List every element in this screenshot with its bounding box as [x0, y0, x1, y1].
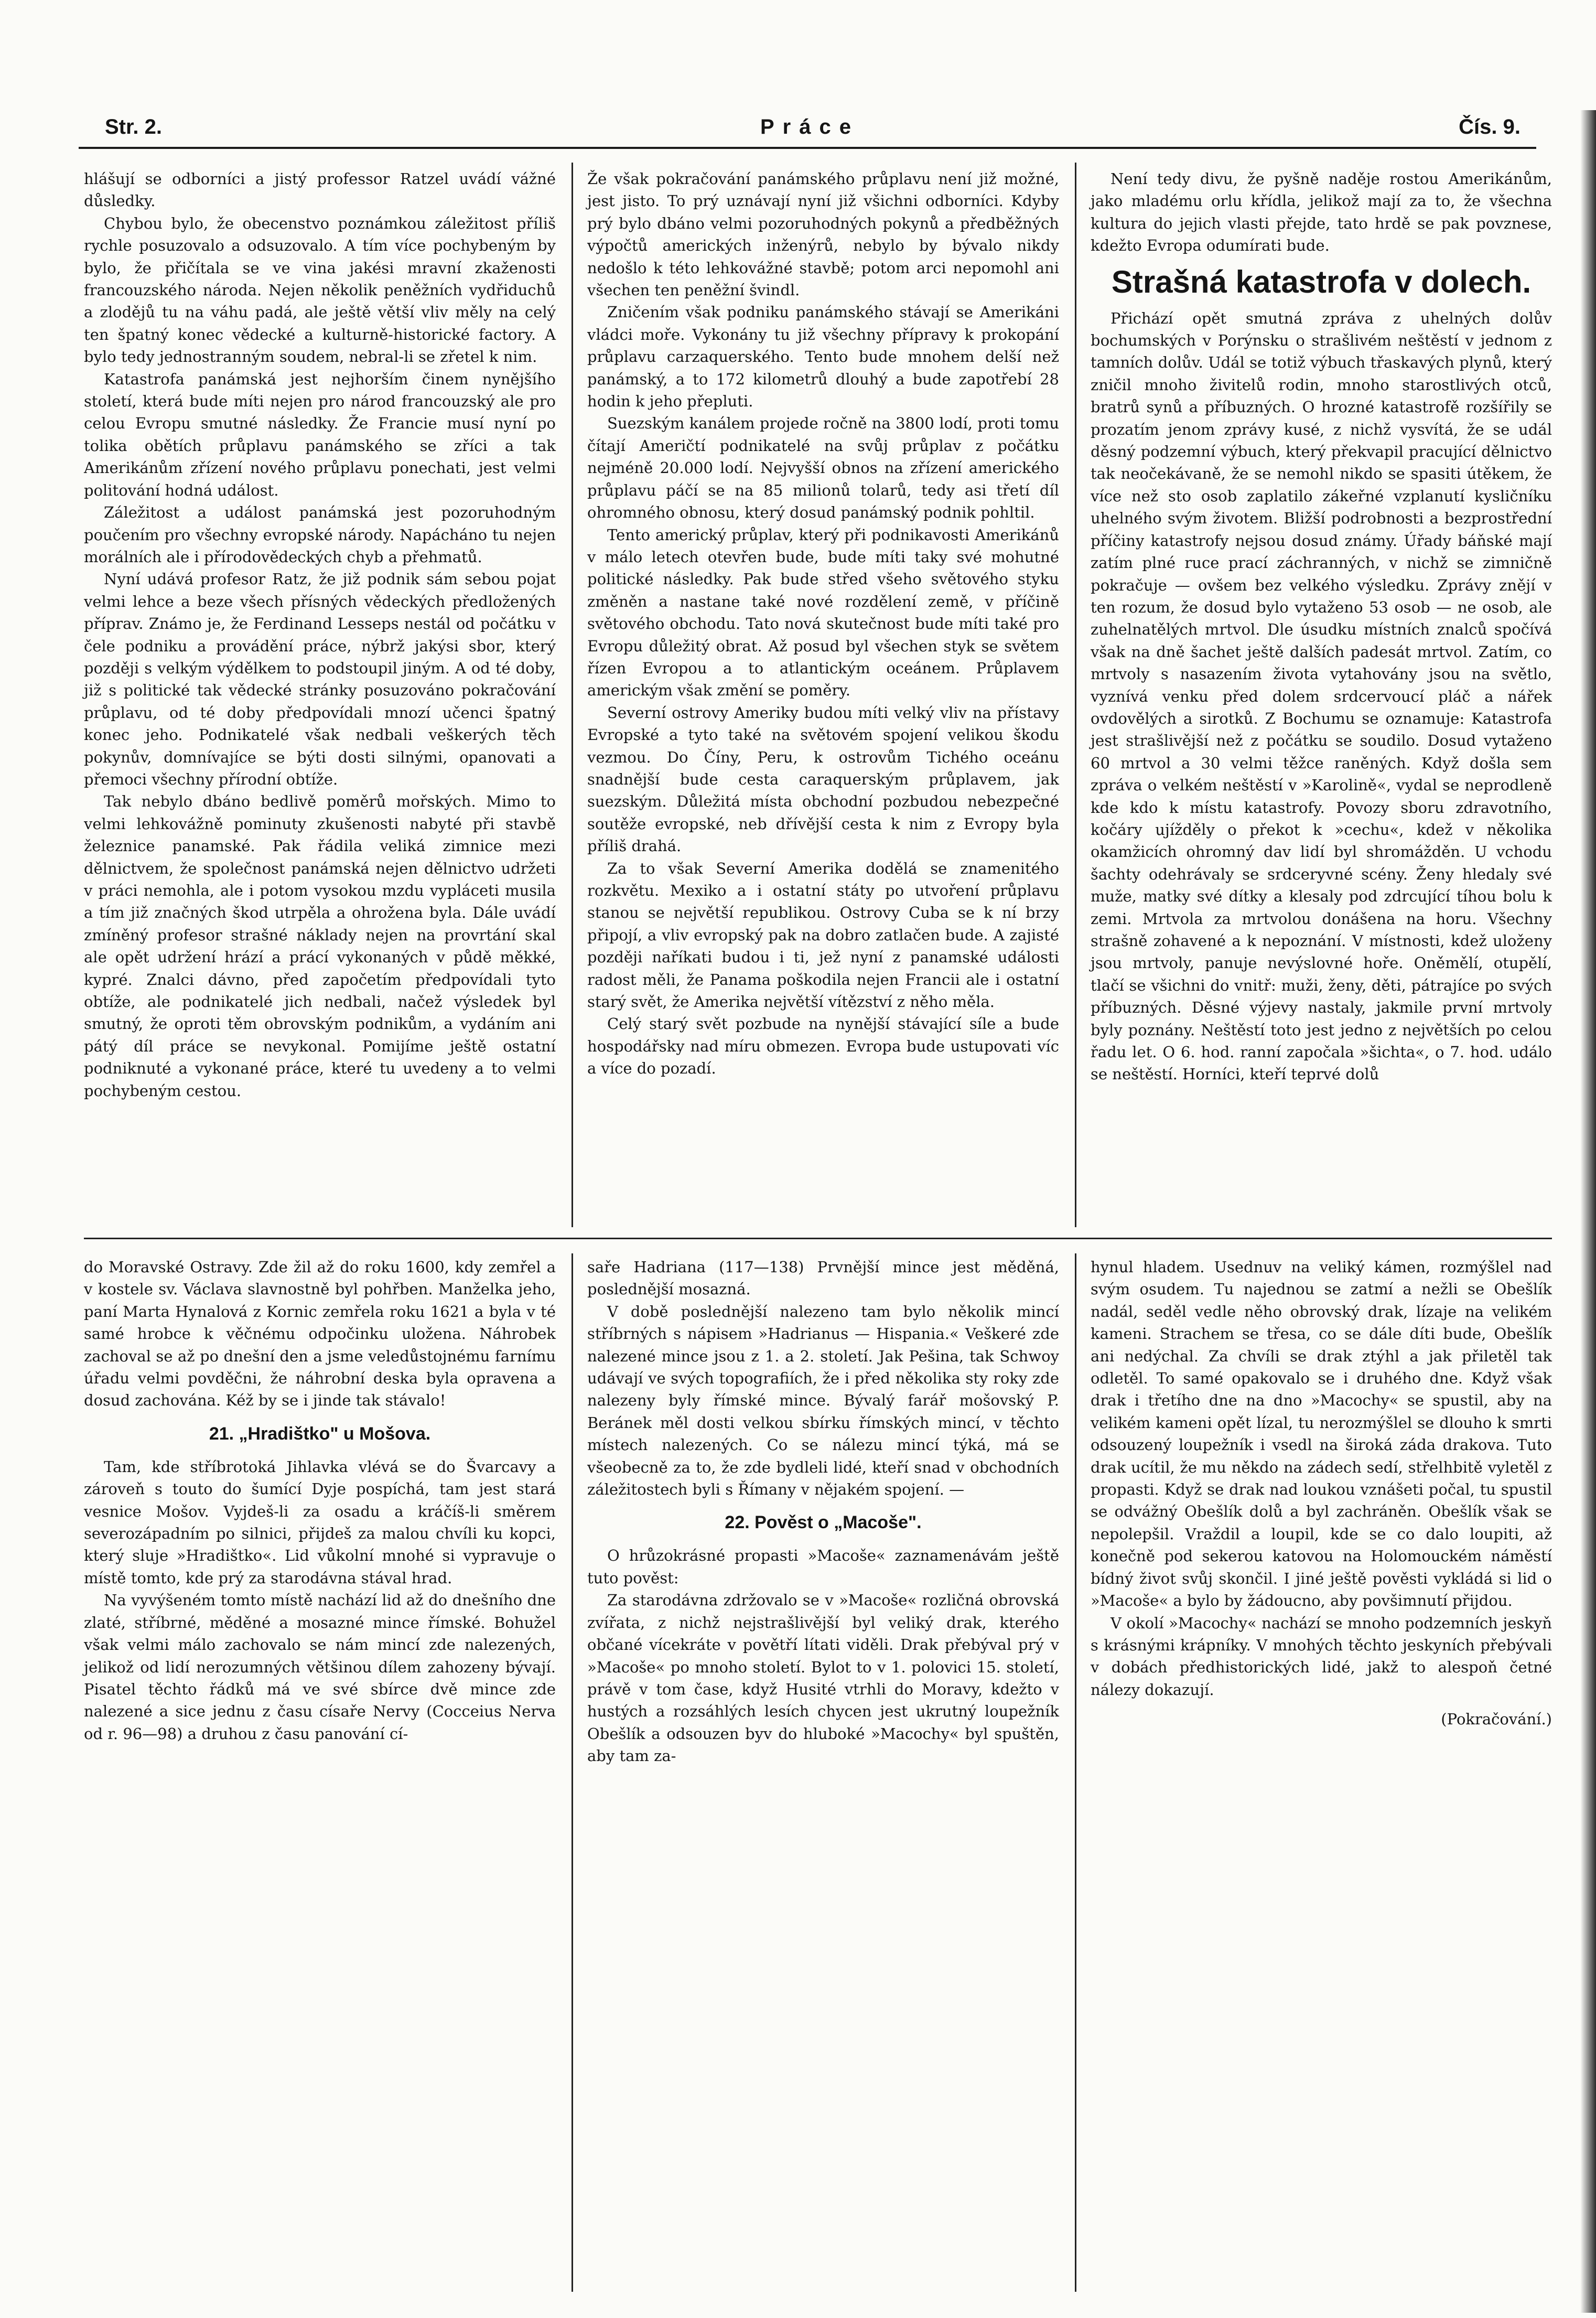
header-rule: [79, 147, 1536, 149]
section-title-macocha: 22. Pověst o „Macoše".: [725, 1512, 922, 1533]
paragraph: saře Hadriana (117—138) Prvnější mince jest měděná, poslednější mosazná.: [587, 1258, 1059, 1298]
column-2: [587, 168, 1059, 1080]
column-6: [1091, 1256, 1552, 1731]
paragraph: V době poslednější nalezeno tam bylo několik mincí stříbrných s nápisem »Hadrianus — Hispania.« Veškeré zde nalezené mince jsou z 1. a 2. století. Jak Pešina, tak Schwoy udávají ve svých topografiích, že i před několika sty roky zde nalezeny byly římské mince. Bývalý farář mošovský P. Beránek měl dosti velkou sbírku římských mincí, v těchto místech nalezených. Co se nálezu mincí týká, má se všeobecně za to, že zde bydleli lidé, kteří snad v obchodních záležitostech byli s Římany v nějakém spojení. —: [587, 1302, 1059, 1499]
paragraph: hynul hladem. Usednuv na veliký kámen, rozmýšlel nad svým osudem. Tu najednou se zatmí a nežli se Obešlík nadál, seděl vedle něho obrovský drak, lízaje na velikém kameni. Strachem se třesa, co se dále díti bude, Obešlík ani nedýchal. Za chvíli se drak ztýhl a jak přiletěl tak odletěl. To samé opakovalo se i druhého dne. Když však drak i třetího dne na dno »Macochy« se spustil, aby na velikém kameni opět lízal, tu nerozmýšlel se dlouho k smrti odsouzený loupežník i vsedl na široká záda drakova. Tuto drak ucítil, že mu někdo na zádech sedí, střelhbitě vyletěl z propasti. Když se drak nad loukou vznášeti počal, tu spustil se odvážný Obešlík dolů a byl zachráněn. Obešlík však se nepolepšil. Vraždil a loupil, kde se co dalo loupiti, až konečně pod sekerou katovou na Holomouckém náměstí bídný život svůj skončil. I jiné ještě pověsti vykládá si lid o »Macoše« a bylo by žádoucno, aby povšimnutí přijdou.: [1091, 1258, 1552, 1610]
paragraph: Není tedy divu, že pyšně naděje rostou Amerikánům, jako mladému orlu křídla, jelikož mají za to, že všechna kultura do jejich vlasti přejde, tato hrdě se pak povznese, kdežto Evropa odumírati bude.: [1091, 170, 1552, 255]
paragraph: Zničením však podniku panámského stávají se Amerikáni vládci moře. Vykonány tu již všechny přípravy k prokopání průplavu carzaquerského. Tento bude mnohem delší než panámský, a to 172 kilometrů dlouhý a bude zapotřebí 28 hodin k jeho přepluti.: [587, 303, 1059, 411]
column-divider: [571, 163, 573, 1227]
paragraph: V okolí »Macochy« nachází se mnoho podzemních jeskyň s krásnými krápníky. V mnohých těchto jeskyních přebývali v dobách předhistorických lidé, jakž to alespoň četné nálezy dokazují.: [1091, 1614, 1552, 1699]
paragraph: Chybou bylo, že obecenstvo poznámkou záležitost příliš rychle posuzovalo a odsuzovalo. A tím více pochybeným by bylo, že přičítala se ve vina jakési mravní zkaženosti francouzského národa. Nejen několik peněžních vydřiduchů a zlodějů tu na váhu padá, ale ještě větší vliv měly na celý ten špatný konec vědecké a kulturně-historické factory. A bylo tedy jednostranným soudem, nebral-li se zřetel k nim.: [84, 214, 556, 366]
paragraph: hlášují se odborníci a jistý professor Ratzel uvádí vážné důsledky.: [84, 170, 556, 210]
paragraph: Celý starý svět pozbude na nynější stávající síle a bude hospodářsky nad míru obmezen. Evropa bude ustupovati víc a více do pozadí.: [587, 1015, 1059, 1078]
continuation-note: (Pokračování.): [1441, 1710, 1552, 1729]
section-rule: [84, 1238, 1552, 1239]
column-3: [1091, 168, 1552, 1086]
paragraph: O hrůzokrásné propasti »Macoše« zaznamenávám ještě tuto pověst:: [587, 1547, 1059, 1587]
column-divider: [1075, 1253, 1076, 2292]
paragraph: Severní ostrovy Ameriky budou míti velký vliv na přístavy Evropské a tyto také na světovém spojení velikou škodu vezmou. Do Číny, Peru, k ostrovům Tichého oceánu snadnější bude cesta caraquerským průplavem, jak suezským. Důležitá místa obchodní pozbudou nebezpečné soutěže evropské, neb dřívější cesta k nim z Evropy byla příliš drahá.: [587, 703, 1059, 855]
paragraph: Na vyvýšeném tomto místě nachází lid až do dnešního dne zlaté, stříbrné, měděné a mosazné mince římské. Bohužel však velmi málo zachovalo se nám mincí zde nalezených, jelikož od lidí nerozumných většinou dílem zahozeny bývají. Pisatel těchto řádků má ve své sbírce dvě mince zde nalezené a sice jednu z času císaře Nervy (Cocceius Nerva od r. 96—98) a druhou z času panování cí-: [84, 1591, 556, 1743]
paragraph: Záležitost a událost panámská jest pozoruhodným poučením pro všechny evropské národy. Napácháno tu nejen morálních ale i přírodovědeckých chyb a přehmatů.: [84, 503, 556, 566]
paragraph: Přichází opět smutná zpráva z uhelných dolův bochumských v Porýnsku o strašlivém neštěstí v jednom z tamních dolův. Udál se totiž výbuch třaskavých plynů, který zničil mnoho živitelů rodin, mnoho starostlivých otců, bratrů synů a příbuzných. O hrozné katastrofě rozšířily se prozatím jenom zprávy kusé, z nichž vysvítá, že se udál děsný podzemní výbuch, který překvapil pracující dělnictvo tak neočekávaně, že se nemohl nikdo se spasiti útěkem, že více než sto osob zaplatilo zákeřné vzplanutí kysličníku uhelného svým životem. Bližší podrobnosti a bezprostřední příčiny katastrofy nejsou dosud známy. Úřady báňské mají zatím plné ruce prací záchranných, v nichž se zimničně pokračuje — ovšem bez velkého výsledku. Zprávy znějí v ten rozum, že dosud bylo vytaženo 53 osob — ne osob, ale zuhelnatělých mrtvol. Dle úsudku místních znalců spočívá však na dně šachet ještě dalších padesát mrtvol. Zatím, co mrtvoly s nasazením života vytahovány jsou na světlo, vyznívá venku před dolem srdcervoucí pláč a nářek ovdovělých a sirotků. Z Bochumu se oznamuje: Katastrofa jest strašlivější než z počátku se soudilo. Dosud vytaženo 60 mrtvol a 30 velmi těžce raněných. Když došla sem zpráva o velkém neštěstí v »Karolině«, vydal se neprodleně kde kdo k místu katastrofy. Povozy sboru zdravotního, kočáry ujížděly o překot k »cechu«, kdež v několika okamžicích ohromný dav lidí byl shromážděn. U vchodu šachty odehrávaly se srdceryvné scény. Ženy hledaly své muže, matky své dítky a klesaly pod zdrcující tíhou bolu k zemi. Mrtvola za mrtvolou donášena na horu. Všechny strašně zohavené a k nepoznání. V místnosti, kdež uloženy jsou mrtvoly, panuje nevýslovné hoře. Oněmělí, otupělí, tlačí se všichni do vnitř: muži, ženy, děti, pátrajíce po svých příbuzných. Děsné výjevy nastaly, jakmile první mrtvoly byly poznány. Neštěstí toto jest jedno z největších po celou řadu let. O 6. hod. ranní započala »šichta«, o 7. hod. událo se neštěstí. Horníci, kteří teprvé dolů: [1091, 309, 1552, 1083]
column-divider: [571, 1253, 573, 2292]
paragraph: Nyní udává profesor Ratz, že již podnik sám sebou pojat velmi lehce a beze všech přísných vědeckých předložených příprav. Známo je, že Ferdinand Lesseps nestál od počátku v čele podniku a provádění práce, nýbrž jakýsi sbor, který později s velkým výdělkem to podstoupil jiným. A od té doby, již s politické tak vědecké stránky posuzováno pokračování průplavu, od té doby předpovídali mnozí učenci špatný konec jeho. Podnikatelé však nedbali veškerých těch pokynův, domnívajíce se býti dosti silnými, opanovati a přemoci všechny přírodní obtíže.: [84, 570, 556, 788]
section-title-hradistko: 21. „Hradištko" u Mošova.: [209, 1423, 431, 1444]
paragraph: Tento americký průplav, který při podnikavosti Amerikánů v málo letech otevřen bude, bude míti taky své mohutné politické následky. Pak bude střed všeho světového styku změněn a nastane také nové rozdělení země, v příčině světového obchodu. Tato nová skutečnost bude míti také pro Evropu důležitý obrat. Až posud byl všechen styk se světem řízen Evropou a to atlantickým oceánem. Průplavem americkým však změní se poměry.: [587, 525, 1059, 700]
column-4: [84, 1256, 556, 1745]
paragraph: Že však pokračování panámského průplavu není již možné, jest jisto. To prý uznávají nyní již všichni odborníci. Kdyby prý bylo dbáno velmi pozoruhodných pokynů a předběžných výpočtů amerických inženýrů, nebylo by bývalo nikdy nedošlo k této lehkovážné stavbě; potom arci nepomohl ani všechen ten peněžní švindl.: [587, 170, 1059, 299]
page-number: Str. 2.: [105, 115, 162, 138]
issue-number: Čís. 9.: [1459, 115, 1520, 138]
paragraph: Katastrofa panámská jest nejhorším činem nynějšího století, která bude míti nejen pro národ francouzský ale pro celou Evropu smutné následky. Že Francie musí nyní po tolika obětích průplavu panámského se zříci a tak Amerikánům zřízení nového průplavu ponechati, jest velmi politování hodná událost.: [84, 370, 556, 499]
page-edge-shadow: [1580, 110, 1596, 2313]
paragraph: Tak nebylo dbáno bedlivě poměrů mořských. Mimo to velmi lehkovážně pominuty zkušenosti nabyté při stavbě železnice panamské. Pak řádila veliká zimnice mezi dělnictvem, že společnost panámská nejen dělnictvo udržeti v práci nemohla, ale i potom vysokou mzdu vypláceti musila a tím již značných škod utrpěla a ohrožena byla. Dále uvádí zmíněný profesor strašné náklady nejen na provrtání skal ale opět udržení hrází a prácí vykonaných v půdě měkké, kypré. Znalci dávno, před započetím předpovídali tyto obtíže, ale podnikatelé jich nedbali, načež výsledek byl smutný, že oproti těm obrovským podnikům, a vydáním ani pátý díl práce se nevykonal. Pomijíme ještě ostatní podniknuté a vykonané práce, které tu uvedeny a to velmi pochybeným cestou.: [84, 792, 556, 1100]
paragraph: Suezským kanálem projede ročně na 3800 lodí, proti tomu čítají Američtí podnikatelé na svůj průplav z počátku nejméně 20.000 lodí. Nejvyšší obnos na zřízení amerického průplavu páčí se na 85 milionů tolarů, tedy asi třetí díl ohromného obnosu, který dosud panámský podnik pohltil.: [587, 414, 1059, 522]
column-divider: [1075, 163, 1076, 1227]
column-5: [587, 1256, 1059, 1767]
paragraph: Za to však Severní Amerika dodělá se znamenitého rozkvětu. Mexiko a i ostatní státy po utvoření průplavu stanou se největší republikou. Ostrovy Cuba se k ní brzy připojí, a vliv evropský pak na dobro zatlačen bude. A zajisté později naříkati budou i ti, jež nyní z panamské události radost měli, že Panama poškodila nejen Francii ale i ostatní starý svět, že Amerika největší vítězství z něho měla.: [587, 859, 1059, 1011]
paragraph: do Moravské Ostravy. Zde žil až do roku 1600, kdy zemřel a v kostele sv. Václava slavnostně byl pohřben. Manželka jeho, paní Marta Hynalová z Kornic zemřela roku 1621 a byla v té samé hrobce k věčnému odpočinku uložena. Náhrobek zachoval se až po dnešní den a jsme veledůstojnému farnímu úřadu velmi povděčni, že náhrobní deska byla opravena a dosud zachována. Kéž by se i jinde tak stávalo!: [84, 1258, 556, 1410]
paragraph: Tam, kde stříbrotoká Jihlavka vlévá se do Švarcavy a zároveň s touto do šumící Dyje pospíchá, tam jest stará vesnice Mošov. Vyjdeš-li za osadu a kráčíš-li směrem severozápadním po silnici, přijdeš za malou chvíli ku kopci, který sluje »Hradištko«. Lid vůkolní mnohé si vypravuje o místě tomto, kde prý za starodávna stával hrad.: [84, 1457, 556, 1587]
paragraph: Za starodávna zdržovalo se v »Macoše« rozličná obrovská zvířata, z nichž nejstrašlivější byl veliký drak, kterého občané vícekráte v povětří lítati viděli. Drak přebýval prý v »Macoše« po mnoho století. Bylot to v 1. polovici 15. století, právě v tom čase, když Husité vtrhli do Moravy, kdežto v hustých a rozsáhlých lesích chycen jest ukrutný loupežník Obešlík a odsouzen byv do hluboké »Macochy« byl spuštěn, aby tam za-: [587, 1591, 1059, 1765]
article-title-mine-disaster: Strašná katastrofa v dolech.: [1111, 264, 1532, 299]
newspaper-title: Práce: [760, 115, 859, 138]
page-header: [79, 105, 1536, 152]
column-1: [84, 168, 556, 1102]
